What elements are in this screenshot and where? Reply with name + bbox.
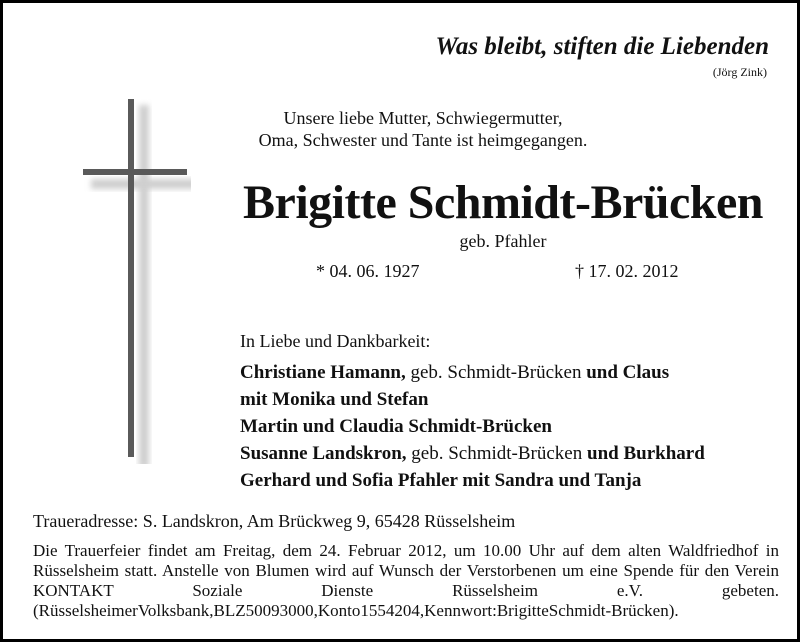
deceased-name: Brigitte Schmidt-Brücken bbox=[243, 176, 763, 229]
family-list bbox=[240, 359, 705, 494]
family-row bbox=[240, 467, 705, 494]
family-row bbox=[240, 386, 705, 413]
family-note: geb. Schmidt-Brücken bbox=[406, 443, 587, 464]
family-name: Susanne Landskron, bbox=[240, 443, 407, 464]
family-row bbox=[240, 413, 705, 440]
motto: Was bleibt, stiften die Liebenden bbox=[435, 33, 769, 60]
mourning-address: Traueradresse: S. Landskron, Am Brückweg 9, 65428 Rüsselsheim bbox=[33, 511, 516, 531]
cross-icon bbox=[81, 99, 191, 464]
death-date: † 17. 02. 2012 bbox=[575, 261, 679, 281]
thanks-line: In Liebe und Dankbarkeit: bbox=[240, 331, 431, 351]
family-name: und Claus bbox=[586, 362, 670, 383]
intro-text bbox=[233, 107, 613, 151]
family-name: Christiane Hamann, bbox=[240, 362, 406, 383]
birth-date: * 04. 06. 1927 bbox=[316, 261, 420, 281]
family-name: Martin und Claudia Schmidt-Brücken bbox=[240, 416, 552, 437]
intro-line: Unsere liebe Mutter, Schwiegermutter, bbox=[283, 108, 563, 128]
family-name: Gerhard und Sofia Pfahler mit Sandra und Tanja bbox=[240, 470, 642, 491]
intro-line: Oma, Schwester und Tante ist heimgegangen. bbox=[258, 130, 588, 150]
family-note: geb. Schmidt-Brücken bbox=[405, 362, 587, 383]
maiden-name: geb. Pfahler bbox=[459, 231, 547, 251]
family-name: mit Monika und Stefan bbox=[240, 389, 429, 410]
funeral-notice: Die Trauerfeier findet am Freitag, dem 24. Februar 2012, um 10.00 Uhr auf dem alten Waldfriedhof in Rüsselsheim statt. Anstelle von Blumen wird auf Wunsch der Verstorbenen um eine Spende für den Verein KONTAKT Soziale Dienste Rüsselsheim e.V. gebeten. (RüsselsheimerVolksbank,BLZ50093000,Konto1554204,Kennwort:BrigitteSchmidt-Brücken). bbox=[33, 541, 779, 620]
motto-author: (Jörg Zink) bbox=[712, 65, 767, 79]
family-row bbox=[240, 359, 705, 386]
family-row bbox=[240, 440, 705, 467]
family-name: und Burkhard bbox=[587, 443, 705, 464]
